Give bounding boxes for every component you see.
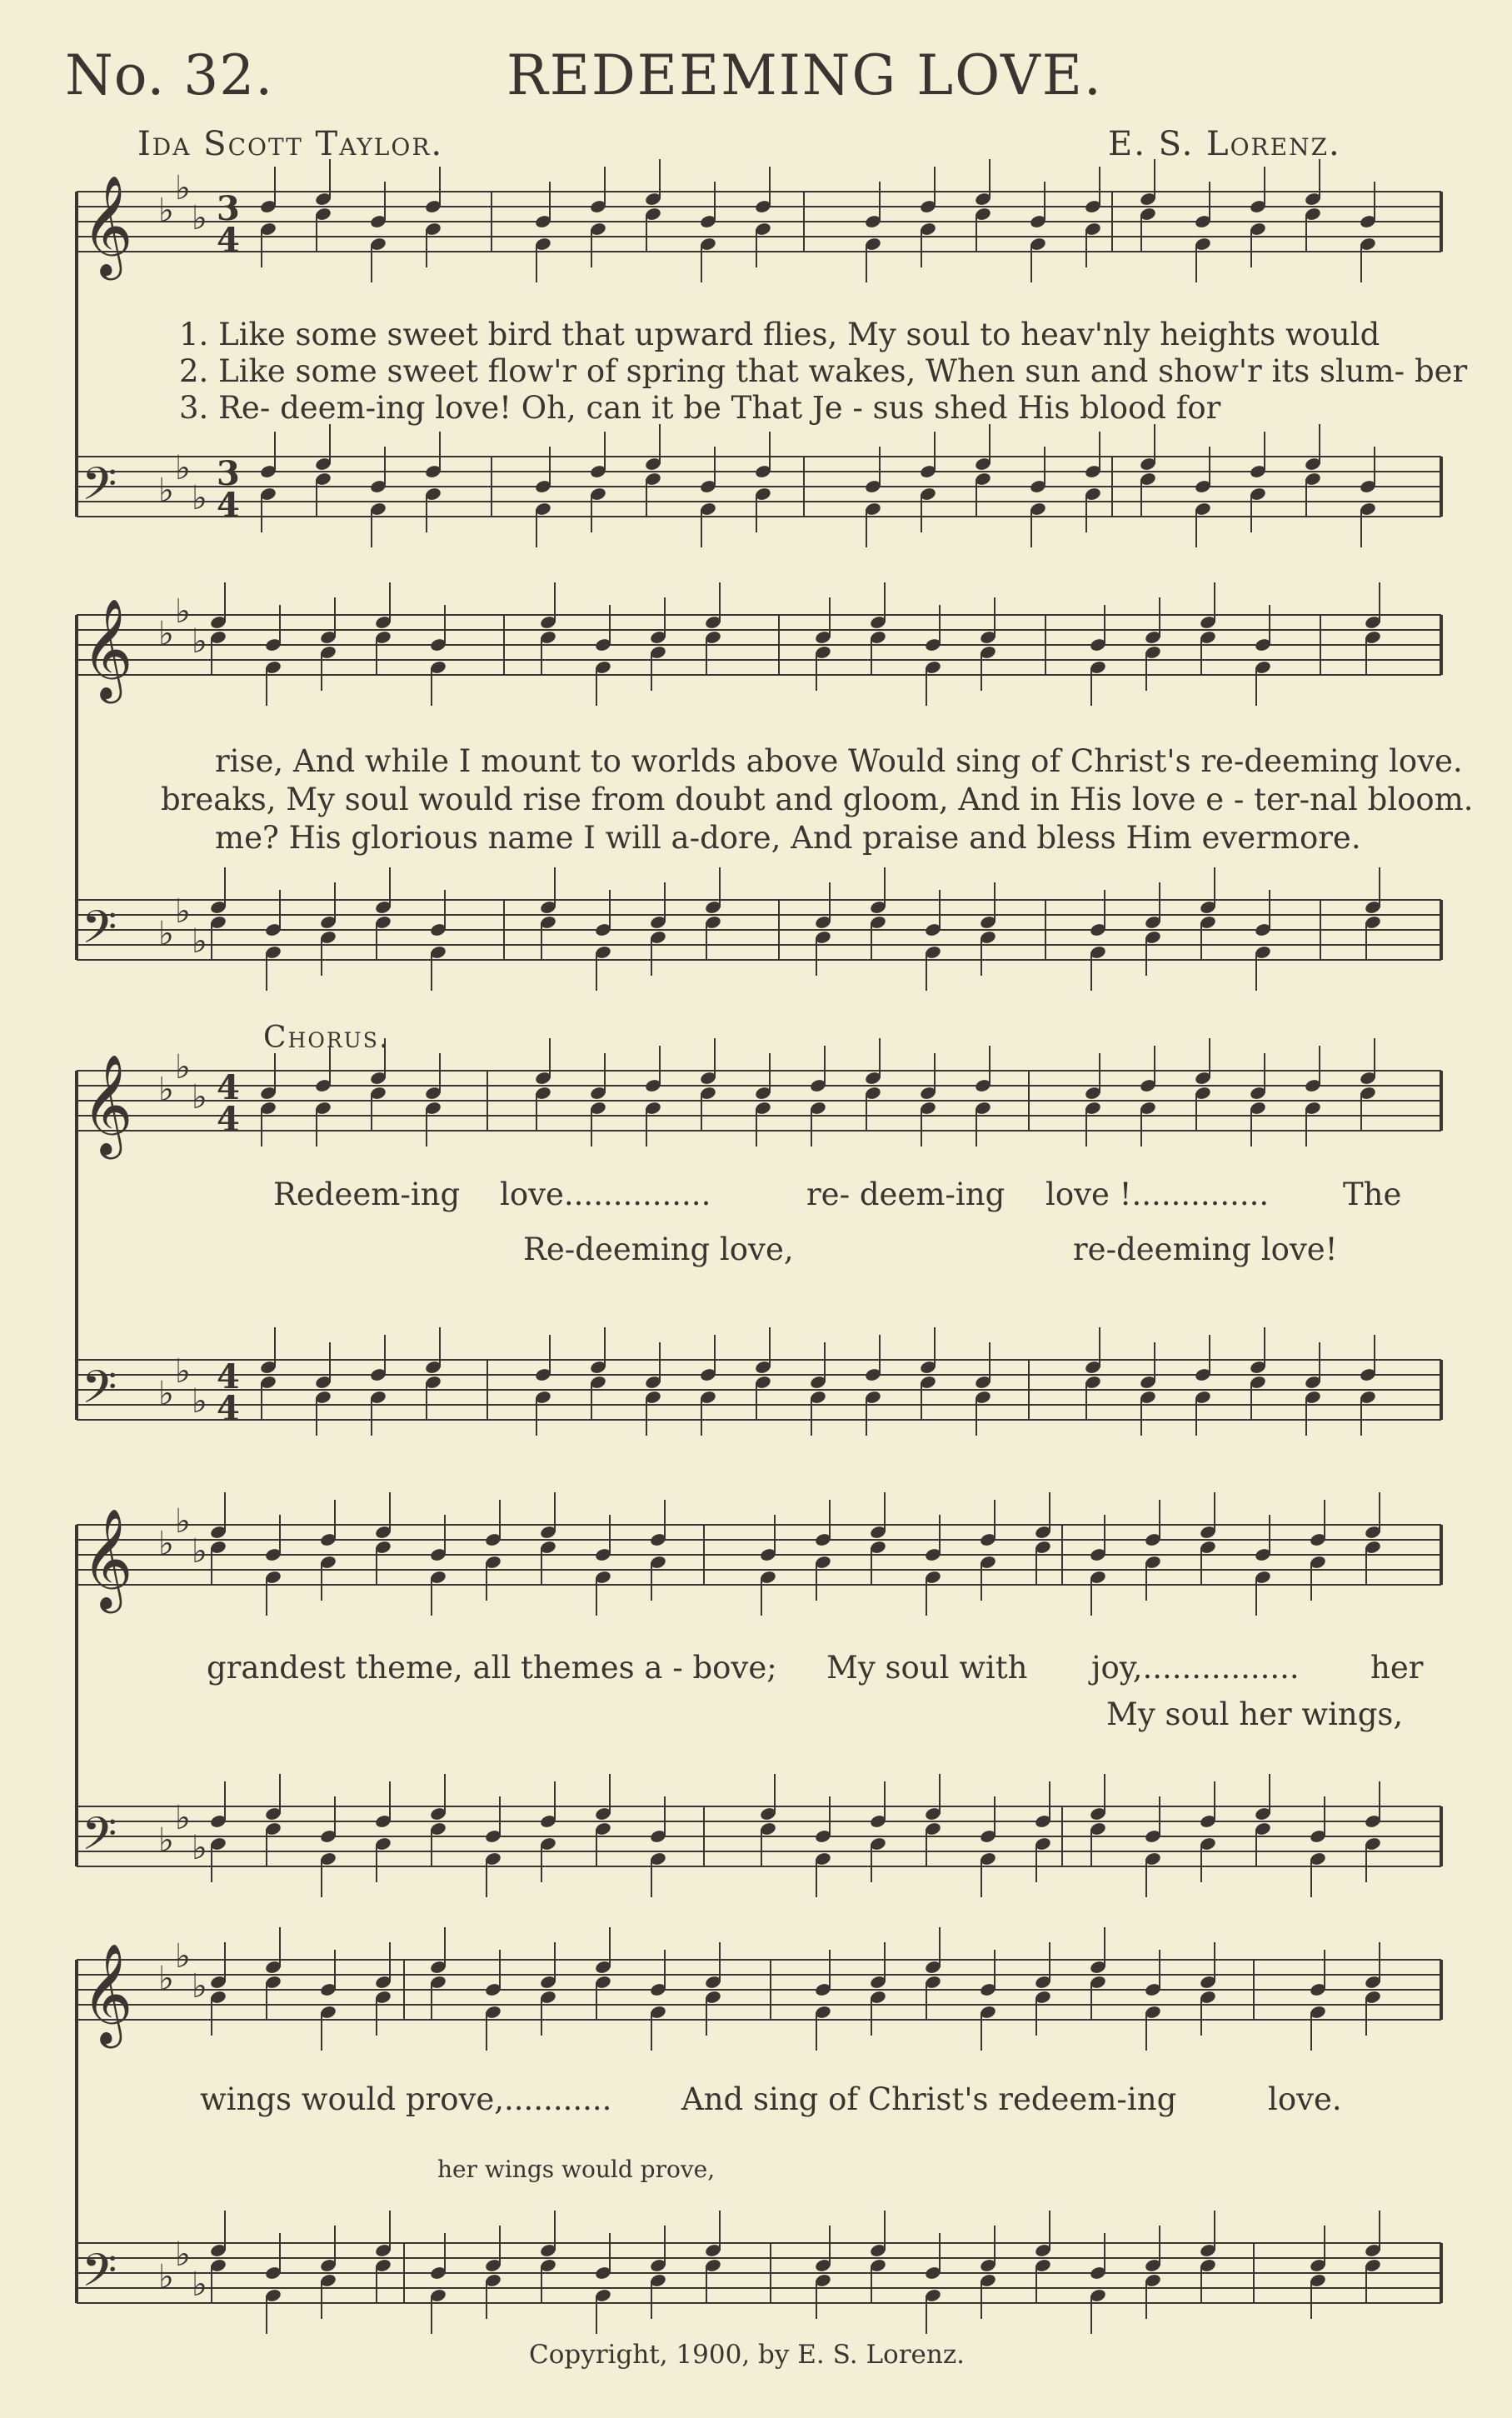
flat-sign-icon: ♭ — [192, 1967, 207, 2006]
flat-sign-icon: ♭ — [192, 622, 207, 661]
time-signature-icon: 3 — [217, 454, 240, 493]
flat-sign-icon: ♭ — [192, 2266, 207, 2304]
chorus-lyric: love. — [1268, 2081, 1342, 2117]
chorus-alto-lyric: re-deeming love! — [1073, 1231, 1338, 1267]
flat-sign-icon: ♭ — [175, 449, 191, 487]
time-signature-icon: 4 — [217, 1100, 240, 1139]
flat-sign-icon: ♭ — [192, 1829, 207, 1867]
flat-sign-icon: ♭ — [175, 2236, 191, 2274]
flat-sign-icon: ♭ — [158, 472, 174, 510]
flat-sign-icon: ♭ — [158, 615, 174, 653]
time-signature-icon: 4 — [217, 486, 240, 525]
flat-sign-icon: ♭ — [192, 1078, 207, 1117]
bass-clef-icon: 𝄢 — [82, 901, 117, 965]
flat-sign-icon: ♭ — [175, 1352, 191, 1391]
treble-clef-icon: 𝄞 — [82, 1942, 133, 2044]
bass-clef-icon: 𝄢 — [82, 1807, 117, 1871]
flat-sign-icon: ♭ — [158, 1821, 174, 1860]
bass-clef-icon: 𝄢 — [82, 457, 117, 522]
hymn-title: REDEEMING LOVE. — [506, 43, 1103, 107]
time-signature-icon: 3 — [217, 189, 240, 228]
chorus-alto-lyric: My soul her wings, — [1106, 1696, 1404, 1732]
chorus-alto-lyric: Re-deeming love, — [523, 1231, 794, 1267]
chorus-lyric: Redeem-ing — [273, 1177, 461, 1212]
flat-sign-icon: ♭ — [158, 1525, 174, 1563]
chorus-lyric: love............... — [500, 1177, 711, 1212]
verse-1-lyric-line-b: rise, And while I mount to worlds above Would sing of Christ's re-deeming love. — [215, 743, 1463, 779]
flat-sign-icon: ♭ — [192, 479, 207, 517]
time-signature-icon: 4 — [217, 221, 240, 260]
flat-sign-icon: ♭ — [175, 1937, 191, 1976]
flat-sign-icon: ♭ — [175, 1048, 191, 1087]
chorus-lyric: her — [1370, 1650, 1424, 1686]
flat-sign-icon: ♭ — [175, 592, 191, 631]
time-signature-icon: 4 — [217, 1389, 240, 1428]
treble-clef-icon: 𝄞 — [82, 1053, 133, 1155]
treble-clef-icon: 𝄞 — [82, 597, 133, 699]
time-signature-icon: 4 — [217, 1357, 240, 1396]
flat-sign-icon: ♭ — [175, 1502, 191, 1541]
verse-3-lyric-line-a: 3. Re- deem-ing love! Oh, can it be That Je - sus shed His blood for — [179, 390, 1221, 426]
verse-1-lyric-line-a: 1. Like some sweet bird that upward flies, My soul to heav'nly heights would — [179, 317, 1380, 352]
flat-sign-icon: ♭ — [158, 1960, 174, 1998]
flat-sign-icon: ♭ — [158, 192, 174, 230]
treble-clef-icon: 𝄞 — [82, 1507, 133, 1609]
verse-2-lyric-line-a: 2. Like some sweet flow'r of spring that wakes, When sun and show'r its slum- ber — [179, 353, 1468, 389]
author-credit: Ida Scott Taylor. — [137, 125, 444, 163]
flat-sign-icon: ♭ — [192, 1382, 207, 1421]
flat-sign-icon: ♭ — [158, 1375, 174, 1413]
flat-sign-icon: ♭ — [192, 1532, 207, 1571]
chorus-lyric: My soul with — [826, 1650, 1028, 1686]
chorus-bass-lyric: her wings would prove, — [437, 2156, 716, 2183]
verse-3-lyric-line-b: me? His glorious name I will a-dore, And praise and bless Him evermore. — [215, 820, 1361, 856]
chorus-lyric: love !.............. — [1045, 1177, 1270, 1212]
flat-sign-icon: ♭ — [158, 2258, 174, 2296]
flat-sign-icon: ♭ — [175, 1799, 191, 1837]
bass-clef-icon: 𝄢 — [82, 2244, 117, 2308]
flat-sign-icon: ♭ — [175, 169, 191, 207]
flat-sign-icon: ♭ — [175, 892, 191, 931]
chorus-lyric: The — [1343, 1177, 1402, 1212]
flat-sign-icon: ♭ — [158, 915, 174, 953]
treble-clef-icon: 𝄞 — [82, 174, 133, 276]
bass-clef-icon: 𝄢 — [82, 1361, 117, 1425]
verse-2-lyric-line-b: breaks, My soul would rise from doubt and gloom, And in His love e - ter-nal bloom. — [161, 782, 1474, 817]
chorus-lyric: grandest theme, all themes a - bove; — [207, 1650, 777, 1686]
chorus-lyric: re- deem-ing — [806, 1177, 1006, 1212]
composer-credit: E. S. Lorenz. — [1108, 125, 1341, 163]
chorus-lyric: wings would prove,........... — [200, 2081, 612, 2117]
flat-sign-icon: ♭ — [192, 199, 207, 237]
chorus-lyric: And sing of Christ's redeem-ing — [681, 2081, 1177, 2117]
hymn-number: No. 32. — [65, 43, 274, 107]
flat-sign-icon: ♭ — [158, 1071, 174, 1109]
chorus-lyric: joy,................ — [1091, 1650, 1300, 1686]
time-signature-icon: 4 — [217, 1068, 240, 1107]
copyright-notice: Copyright, 1900, by E. S. Lorenz. — [529, 2340, 966, 2370]
chorus-label: Chorus. — [263, 1021, 391, 1055]
flat-sign-icon: ♭ — [192, 922, 207, 961]
